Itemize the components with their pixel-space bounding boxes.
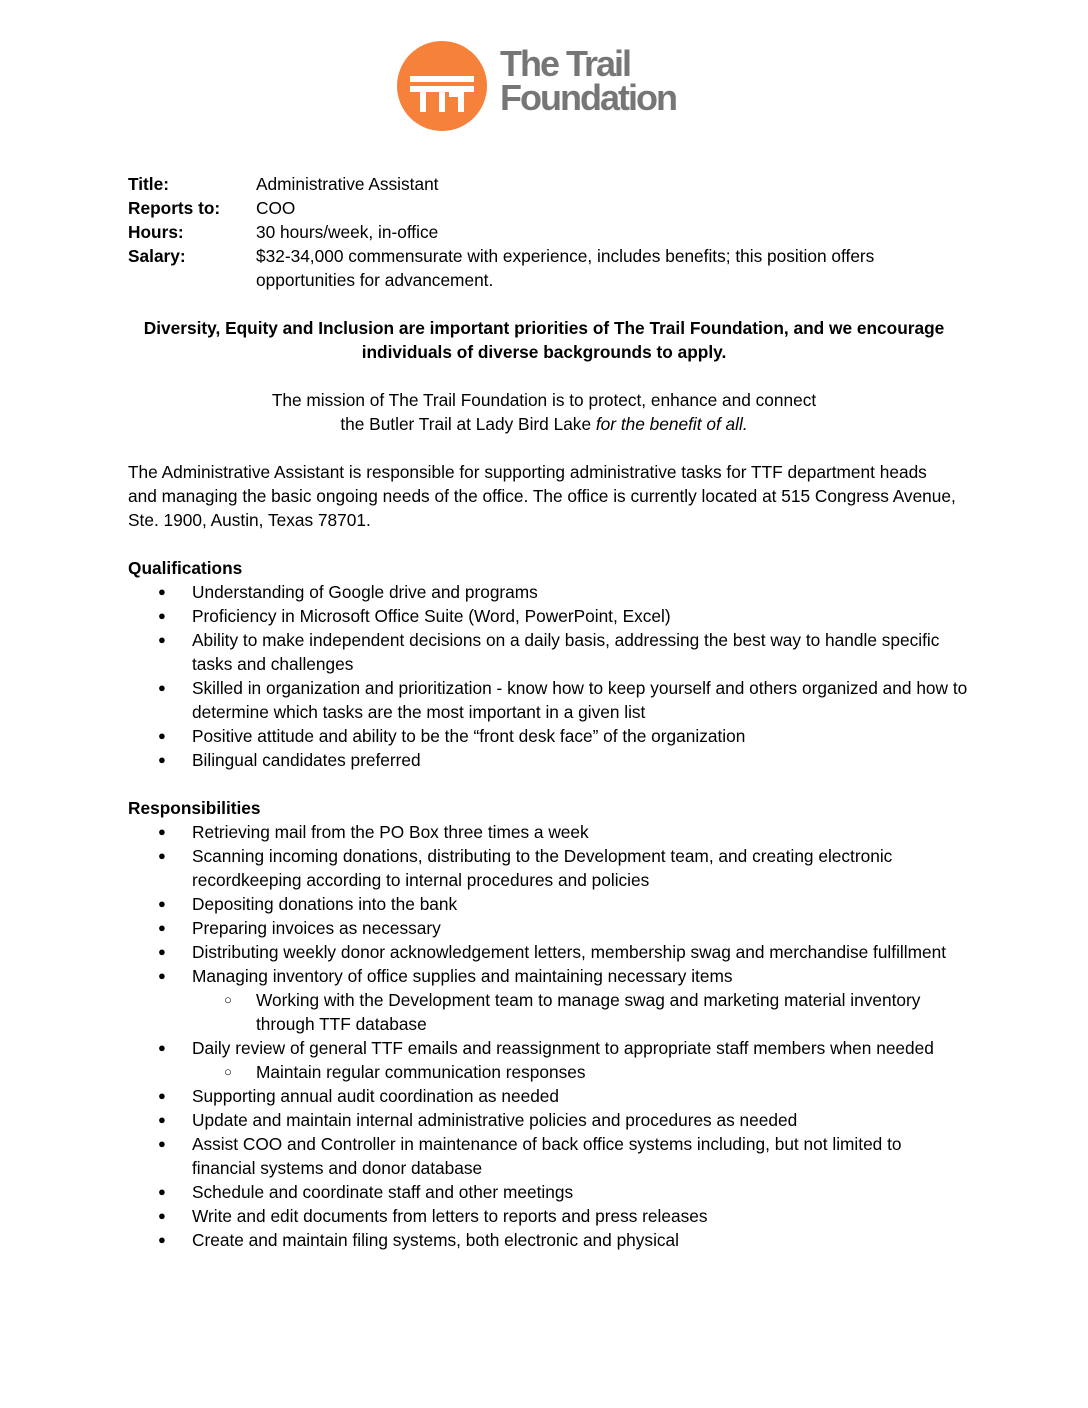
list-item bbox=[128, 820, 968, 844]
logo-wordmark bbox=[500, 43, 700, 118]
meta-label: Title: bbox=[128, 174, 169, 194]
list-item bbox=[128, 1204, 968, 1228]
dei-line-2: individuals of diverse backgrounds to apply. bbox=[361, 342, 727, 362]
responsibilities-section bbox=[128, 796, 968, 1252]
sub-list-item-text: Working with the Development team to manage swag and marketing material inventory through TTF database bbox=[256, 990, 921, 1034]
list-item bbox=[128, 628, 968, 676]
bullet-icon: ● bbox=[158, 752, 166, 767]
bullet-icon: ● bbox=[158, 680, 166, 695]
list-item bbox=[128, 1228, 968, 1252]
bullet-icon: ● bbox=[158, 920, 166, 935]
list-item bbox=[128, 604, 968, 628]
bullet-icon: ● bbox=[158, 1184, 166, 1199]
list-item bbox=[128, 892, 968, 916]
dei-statement bbox=[128, 316, 960, 364]
meta-row-salary bbox=[128, 244, 968, 292]
meta-label: Hours: bbox=[128, 222, 184, 242]
mission-line-2-italic: for the benefit of all. bbox=[595, 414, 748, 434]
sub-list bbox=[192, 988, 968, 1036]
sub-list-item bbox=[128, 988, 968, 1036]
list-item-text: Create and maintain filing systems, both electronic and physical bbox=[192, 1230, 680, 1250]
list-item bbox=[128, 940, 968, 964]
mission-line-2-start: the Butler Trail at Lady Bird Lake bbox=[340, 414, 596, 434]
responsibilities-list bbox=[128, 820, 968, 1252]
hollow-bullet-icon: ○ bbox=[224, 992, 232, 1007]
list-item bbox=[128, 844, 968, 892]
list-item-text: Bilingual candidates preferred bbox=[192, 750, 421, 770]
dei-line-1: Diversity, Equity and Inclusion are important priorities of The Trail Foundation, and we encourage bbox=[143, 318, 945, 338]
mission-statement bbox=[128, 388, 960, 436]
list-item-text: Assist COO and Controller in maintenance of back office systems including, but not limited to financial systems and donor database bbox=[192, 1134, 902, 1178]
list-item-text: Ability to make independent decisions on a daily basis, addressing the best way to handle specific tasks and challenges bbox=[192, 630, 940, 674]
list-item-text: Depositing donations into the bank bbox=[192, 894, 458, 914]
bullet-icon: ● bbox=[158, 1112, 166, 1127]
bullet-icon: ● bbox=[158, 896, 166, 911]
list-item-text: Managing inventory of office supplies and maintaining necessary items bbox=[192, 966, 733, 986]
bullet-icon: ● bbox=[158, 944, 166, 959]
bullet-icon: ● bbox=[158, 608, 166, 623]
list-item-text: Positive attitude and ability to be the “front desk face” of the organization bbox=[192, 726, 746, 746]
list-item-text: Proficiency in Microsoft Office Suite (Word, PowerPoint, Excel) bbox=[192, 606, 671, 626]
meta-value: $32-34,000 commensurate with experience, includes benefits; this position offers opportunities for advancement. bbox=[256, 246, 875, 290]
qualifications-section bbox=[128, 556, 968, 772]
bullet-icon: ● bbox=[158, 1040, 166, 1055]
bullet-icon: ● bbox=[158, 824, 166, 839]
bullet-icon: ● bbox=[158, 584, 166, 599]
logo-line-1: The Trail bbox=[500, 43, 631, 84]
bullet-icon: ● bbox=[158, 1208, 166, 1223]
meta-label: Salary: bbox=[128, 246, 186, 266]
meta-row-hours bbox=[128, 220, 968, 244]
list-item bbox=[128, 1108, 968, 1132]
section-heading: Responsibilities bbox=[128, 798, 261, 818]
list-item bbox=[128, 1180, 968, 1204]
bullet-icon: ● bbox=[158, 632, 166, 647]
list-item-text: Preparing invoices as necessary bbox=[192, 918, 441, 938]
list-item-text: Retrieving mail from the PO Box three times a week bbox=[192, 822, 589, 842]
meta-value: 30 hours/week, in-office bbox=[256, 222, 439, 242]
meta-row-reports-to bbox=[128, 196, 968, 220]
bullet-icon: ● bbox=[158, 728, 166, 743]
sub-list-item bbox=[128, 1060, 968, 1084]
mission-line-2 bbox=[128, 412, 960, 436]
bullet-icon: ● bbox=[158, 1232, 166, 1247]
list-item bbox=[128, 964, 968, 1036]
section-heading: Qualifications bbox=[128, 558, 243, 578]
mission-line-1: The mission of The Trail Foundation is to protect, enhance and connect bbox=[271, 390, 817, 410]
list-item-text: Skilled in organization and prioritization - know how to keep yourself and others organized and how to determine which tasks are the most important in a given list bbox=[192, 678, 968, 722]
list-item bbox=[128, 676, 968, 724]
list-item-text: Distributing weekly donor acknowledgement letters, membership swag and merchandise fulfillment bbox=[192, 942, 947, 962]
list-item bbox=[128, 1132, 968, 1180]
list-item bbox=[128, 580, 968, 604]
role-description: The Administrative Assistant is responsible for supporting administrative tasks for TTF department heads and managing the basic ongoing needs of the office. The office is currently located at 515 Congress Avenue, Ste. 1900, Austin, Texas 78701. bbox=[128, 462, 956, 530]
qualifications-list bbox=[128, 580, 968, 772]
hollow-bullet-icon: ○ bbox=[224, 1064, 232, 1079]
list-item-text: Write and edit documents from letters to reports and press releases bbox=[192, 1206, 708, 1226]
list-item bbox=[128, 1036, 968, 1084]
bullet-icon: ● bbox=[158, 1136, 166, 1151]
meta-value: Administrative Assistant bbox=[256, 174, 439, 194]
list-item bbox=[128, 916, 968, 940]
bullet-icon: ● bbox=[158, 968, 166, 983]
bullet-icon: ● bbox=[158, 1088, 166, 1103]
job-meta bbox=[128, 172, 968, 292]
logo-line-2: Foundation bbox=[500, 77, 676, 118]
list-item-text: Daily review of general TTF emails and reassignment to appropriate staff members when needed bbox=[192, 1038, 934, 1058]
list-item-text: Supporting annual audit coordination as needed bbox=[192, 1086, 560, 1106]
list-item bbox=[128, 748, 968, 772]
bullet-icon: ● bbox=[158, 848, 166, 863]
sub-list-item-text: Maintain regular communication responses bbox=[256, 1062, 586, 1082]
meta-label: Reports to: bbox=[128, 198, 221, 218]
ttf-monogram-icon bbox=[397, 41, 487, 131]
list-item-text: Scanning incoming donations, distributing to the Development team, and creating electronic recordkeeping according to internal procedures and policies bbox=[192, 846, 893, 890]
meta-value: COO bbox=[256, 198, 296, 218]
trail-foundation-logo bbox=[397, 41, 697, 133]
meta-row-title bbox=[128, 172, 968, 196]
list-item-text: Understanding of Google drive and programs bbox=[192, 582, 538, 602]
list-item bbox=[128, 724, 968, 748]
list-item-text: Schedule and coordinate staff and other meetings bbox=[192, 1182, 574, 1202]
sub-list bbox=[192, 1060, 968, 1084]
list-item-text: Update and maintain internal administrative policies and procedures as needed bbox=[192, 1110, 798, 1130]
list-item bbox=[128, 1084, 968, 1108]
